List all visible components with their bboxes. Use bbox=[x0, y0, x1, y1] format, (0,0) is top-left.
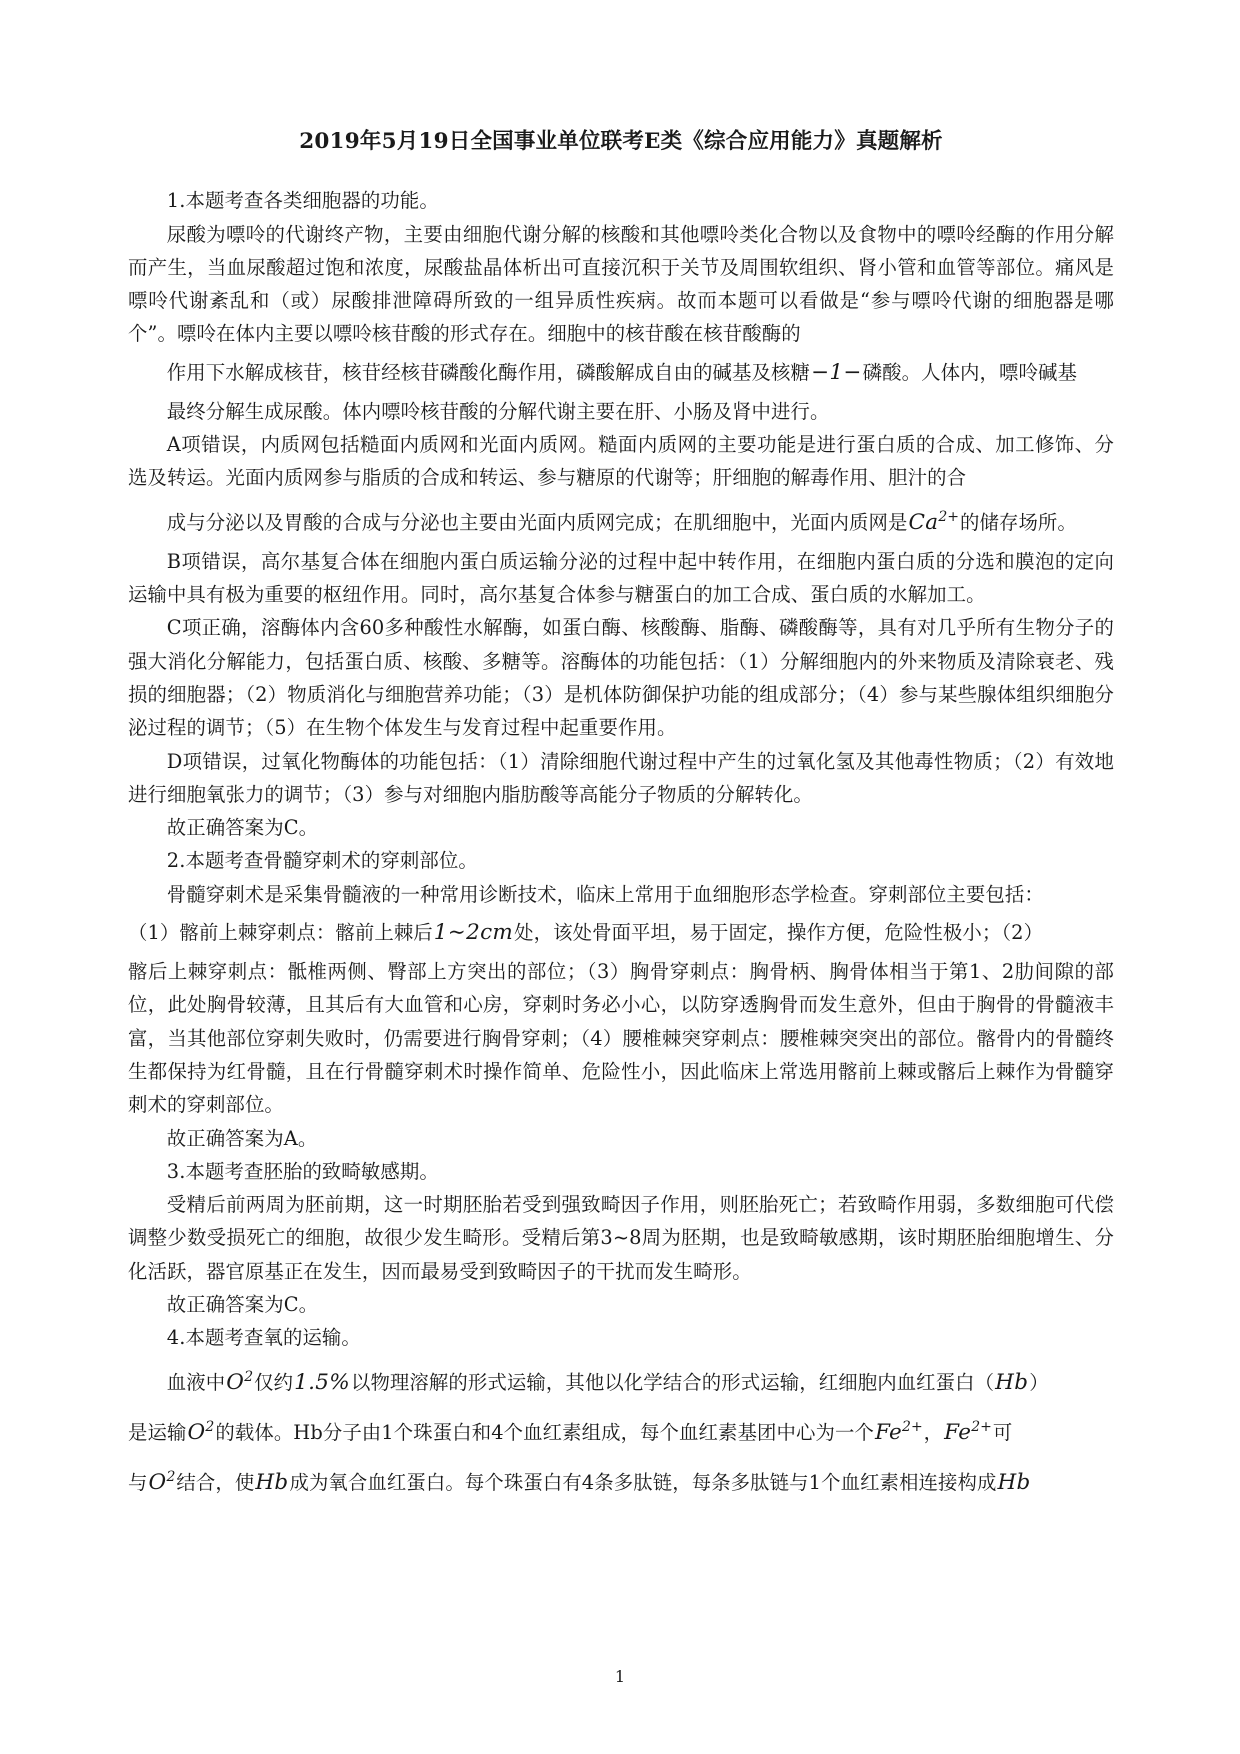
text-run: 结合，使 bbox=[176, 1471, 255, 1495]
text-run: 血液中 bbox=[166, 1370, 226, 1394]
paragraph-q2-body-3: 髂后上棘穿刺点：骶椎两侧、臀部上方突出的部位；（3）胸骨穿刺点：胸骨柄、胸骨体相当于第1、2肋间隙的部位，此处胸骨较薄，且其后有大血管和心房，穿刺时务必小心，以防穿透胸骨而发生意外，但由于胸骨的骨髓液丰富，当其他部位穿刺失败时，仍需要进行胸骨穿刺；（4）腰椎棘突穿刺点：腰椎棘突突出的部位。髂骨内的骨髓终生都保持为红骨髓，且在行骨髓穿刺术时操作简单、危险性小，因此临床上常选用髂前上棘或髂后上棘作为骨髓穿刺术的穿刺部位。 bbox=[128, 960, 1114, 1117]
paragraph-q1-body-1: 尿酸为嘌呤的代谢终产物，主要由细胞代谢分解的核酸和其他嘌呤类化合物以及食物中的嘌呤经酶的作用分解而产生，当血尿酸超过饱和浓度，尿酸盐晶体析出可直接沉积于关节及周围软组织、肾小管和血管等部位。痛风是嘌呤代谢紊乱和（或）尿酸排泄障碍所致的一组异质性疾病。故而本题可以看做是“参与嘌呤代谢的细胞器是哪个”。嘌呤在体内主要以嘌呤核苷酸的形式存在。细胞中的核苷酸在核苷酸酶的 bbox=[128, 222, 1114, 346]
math-one-to-two-cm: 1∼2cm bbox=[433, 920, 514, 946]
paragraph-q4-body-3 bbox=[128, 1455, 1114, 1505]
text-run: 可 bbox=[992, 1420, 1013, 1444]
paragraph-q3-body: 受精后前两周为胚前期，这一时期胚胎若受到强致畸因子作用，则胚胎死亡；若致畸作用弱，多数细胞可代偿调整少数受损死亡的细胞，故很少发生畸形。受精后第3~8周为胚期，也是致畸敏感期，该时期胚胎细胞增生、分化活跃，器官原基正在发生，因而最易受到致畸因子的干扰而发生畸形。 bbox=[128, 1193, 1114, 1283]
paragraph-q4-body-2 bbox=[128, 1405, 1114, 1455]
paragraph-q3-answer: 故正确答案为C。 bbox=[166, 1293, 319, 1317]
paragraph-q2-body-1: 骨髓穿刺术是采集骨髓液的一种常用诊断技术，临床上常用于血细胞形态学检查。穿刺部位主要包括： bbox=[166, 882, 1044, 906]
text-run: 仅约 bbox=[254, 1370, 294, 1394]
math-fe2: $Fe^{2+}$ bbox=[944, 1418, 992, 1445]
page-content bbox=[128, 126, 1114, 1505]
paragraph-q1-option-c: C项正确，溶酶体内含60多种酸性水解酶，如蛋白酶、核酸酶、脂酶、磷酸酶等，具有对几乎所有生物分子的强大消化分解能力，包括蛋白质、核酸、多糖等。溶酶体的功能包括：（1）分解细胞内的外来物质及清除衰老、残损的细胞器；（2）物质消化与细胞营养功能；（3）是机体防御保护功能的组成部分；（4）参与某些腺体组织细胞分泌过程的调节；（5）在生物个体发生与发育过程中起重要作用。 bbox=[128, 616, 1114, 740]
text-suffix: 的储存场所。 bbox=[959, 510, 1077, 534]
math-fe2: $Fe^{2+}$ bbox=[874, 1418, 923, 1445]
paragraph-q2-heading: 2.本题考查骨髓穿刺术的穿刺部位。 bbox=[166, 849, 478, 873]
text-run: 成为氧合血红蛋白。每个珠蛋白有4条多肽链，每条多肽链与1个血红素相连接构成 bbox=[289, 1471, 997, 1495]
paragraph-q1-option-d: D项错误，过氧化物酶体的功能包括：（1）清除细胞代谢过程中产生的过氧化氢及其他毒性物质；（2）有效地进行细胞氧张力的调节；（3）参与对细胞内脂肪酸等高能分子物质的分解转化。 bbox=[128, 749, 1114, 806]
page-title: 2019年5月19日全国事业单位联考E类《综合应用能力》真题解析 bbox=[299, 129, 943, 154]
text-prefix: （1）髂前上棘穿刺点：髂前上棘后 bbox=[128, 921, 433, 945]
math-1-5: 1.5% bbox=[294, 1369, 350, 1395]
paragraph-q2-answer: 故正确答案为A。 bbox=[166, 1126, 318, 1150]
text-run: 是运输 bbox=[128, 1420, 187, 1444]
math-hb: Hb bbox=[255, 1470, 289, 1496]
math-hb: Hb bbox=[995, 1369, 1029, 1395]
math-o2: $O^2$ bbox=[187, 1418, 215, 1445]
math-o2: $O^2$ bbox=[148, 1468, 176, 1496]
text-run: ） bbox=[1029, 1370, 1049, 1394]
paragraph-q4-heading: 4.本题考查氧的运输。 bbox=[166, 1326, 361, 1350]
paragraph-q1-heading: 1.本题考查各类细胞器的功能。 bbox=[166, 189, 439, 213]
paragraph-q4-body-1 bbox=[128, 1355, 1114, 1405]
math-ribose-1-phosphate: −1− bbox=[811, 359, 862, 385]
paragraph-q1-answer: 故正确答案为C。 bbox=[166, 816, 319, 840]
text-prefix: 作用下水解成核苷，核苷经核苷磷酸化酶作用，磷酸解成自由的碱基及核糖 bbox=[166, 360, 810, 384]
text-suffix: 处，该处骨面平坦，易于固定，操作方便，危险性极小；（2） bbox=[514, 921, 1044, 945]
paragraph-q1-option-a-2 bbox=[128, 495, 1114, 545]
text-prefix: 成与分泌以及胃酸的合成与分泌也主要由光面内质网完成；在肌细胞中，光面内质网是 bbox=[166, 510, 908, 534]
text-suffix: 磷酸。人体内，嘌呤碱基 bbox=[862, 360, 1078, 384]
paragraph-q1-body-2 bbox=[128, 351, 1114, 395]
math-calcium-ion: $Ca^{2+}$ bbox=[908, 508, 959, 535]
page-number: 1 bbox=[614, 1667, 626, 1686]
paragraph-q1-option-b: B项错误，高尔基复合体在细胞内蛋白质运输分泌的过程中起中转作用，在细胞内蛋白质的分选和膜泡的定向运输中具有极为重要的枢纽作用。同时，高尔基复合体参与糖蛋白的加工合成、蛋白质的水解加工。 bbox=[128, 549, 1114, 607]
text-run: 以物理溶解的形式运输，其他以化学结合的形式运输，红细胞内血红蛋白（ bbox=[350, 1370, 995, 1394]
paragraph-q1-body-3: 最终分解生成尿酸。体内嘌呤核苷酸的分解代谢主要在肝、小肠及肾中进行。 bbox=[166, 399, 830, 423]
math-o2: $O^2$ bbox=[226, 1368, 254, 1395]
paragraph-q2-body-2 bbox=[128, 911, 1114, 955]
math-hb: Hb bbox=[997, 1470, 1031, 1496]
paragraph-q1-option-a-1: A项错误，内质网包括糙面内质网和光面内质网。糙面内质网的主要功能是进行蛋白质的合成、加工修饰、分选及转运。光面内质网参与脂质的合成和转运、参与糖原的代谢等；肝细胞的解毒作用、胆汁的合 bbox=[128, 433, 1114, 490]
text-run: 与 bbox=[128, 1471, 148, 1495]
text-run: 的载体。Hb分子由1个珠蛋白和4个血红素组成，每个血红素基团中心为一个 bbox=[215, 1420, 874, 1444]
text-run: ， bbox=[923, 1420, 944, 1444]
paragraph-q3-heading: 3.本题考查胚胎的致畸敏感期。 bbox=[166, 1159, 439, 1183]
